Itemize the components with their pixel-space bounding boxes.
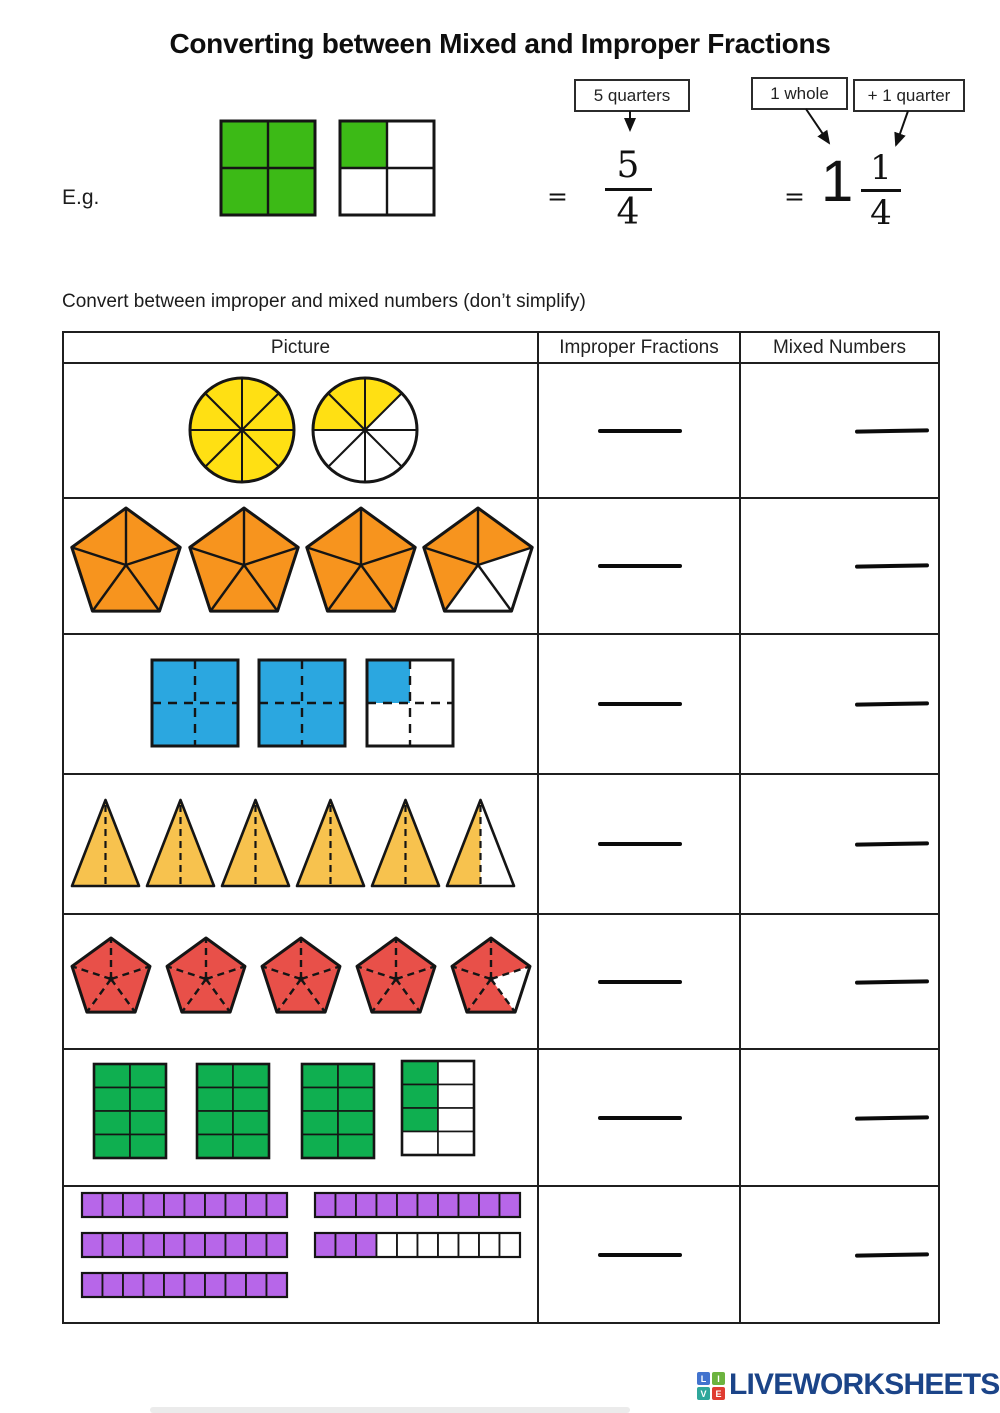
header-improper-fractions: Improper Fractions	[537, 333, 739, 362]
answer-line-mixed[interactable]	[855, 1115, 929, 1120]
header-mixed-numbers: Mixed Numbers	[739, 333, 938, 362]
callout-one-whole-label: 1 whole	[770, 83, 829, 103]
improper-fraction-example	[600, 147, 656, 232]
liveworksheets-logo-icon	[697, 1372, 725, 1400]
fraction-numerator: 1	[870, 148, 892, 188]
improper-fraction-cell	[537, 635, 739, 773]
callout-plus-quarter	[853, 79, 965, 112]
fraction-picture-cell	[64, 364, 537, 497]
equals-sign: =	[547, 182, 568, 211]
logo-letter-l: L	[697, 1372, 710, 1385]
page-edge-artifact	[150, 1407, 630, 1413]
fraction-picture	[64, 1187, 537, 1322]
mixed-number-cell	[739, 1050, 938, 1185]
fraction-picture-cell	[64, 635, 537, 773]
answer-line-improper[interactable]	[598, 702, 682, 706]
logo-letter-e: E	[712, 1387, 725, 1400]
mixed-number-whole: 1	[821, 149, 854, 214]
arrow-down-right-icon	[806, 109, 829, 143]
answer-line-mixed[interactable]	[855, 841, 929, 846]
callout-one-whole	[751, 77, 848, 110]
answer-line-mixed[interactable]	[855, 1252, 929, 1257]
table-header	[64, 333, 938, 362]
answer-line-improper[interactable]	[598, 1253, 682, 1257]
answer-line-improper[interactable]	[598, 429, 682, 433]
liveworksheets-footer	[697, 1368, 1000, 1402]
improper-fraction-cell	[537, 364, 739, 497]
example-fraction-diagram	[218, 118, 438, 220]
fraction-picture	[64, 499, 537, 633]
callout-plus-quarter-label: + 1 quarter	[867, 85, 951, 105]
mixed-number-cell	[739, 364, 938, 497]
table-row	[64, 913, 938, 1048]
mixed-number-cell	[739, 915, 938, 1048]
table-row	[64, 362, 938, 497]
answer-line-improper[interactable]	[598, 842, 682, 846]
header-picture: Picture	[270, 336, 331, 358]
answer-line-mixed[interactable]	[855, 701, 929, 706]
answer-line-improper[interactable]	[598, 564, 682, 568]
fraction-denominator: 4	[616, 192, 640, 233]
fraction-picture	[64, 915, 537, 1048]
answer-line-mixed[interactable]	[855, 979, 929, 984]
fraction-picture-cell	[64, 915, 537, 1048]
logo-letter-i: I	[712, 1372, 725, 1385]
equals-sign: =	[784, 182, 805, 211]
fraction-bar	[861, 189, 901, 192]
answer-line-improper[interactable]	[598, 980, 682, 984]
answer-line-mixed[interactable]	[855, 428, 929, 433]
brand-wordmark: LIVEWORKSHEETS	[729, 1368, 1000, 1401]
table-row	[64, 497, 938, 633]
fraction-picture-cell	[64, 775, 537, 913]
table-row	[64, 1185, 938, 1322]
fraction-picture-cell	[64, 1050, 537, 1185]
table-row	[64, 773, 938, 913]
callout-five-quarters-label: 5 quarters	[593, 85, 671, 105]
table-row	[64, 1048, 938, 1185]
mixed-number-cell	[739, 635, 938, 773]
fraction-denominator: 4	[870, 193, 892, 233]
fraction-bar	[605, 188, 652, 191]
improper-fraction-cell	[537, 1050, 739, 1185]
page-title: Converting between Mixed and Improper Fractions	[169, 28, 831, 59]
instruction-text: Convert between improper and mixed numbers (don’t simplify)	[62, 291, 586, 312]
fraction-picture	[64, 364, 537, 497]
improper-fraction-cell	[537, 915, 739, 1048]
fraction-picture	[64, 635, 537, 773]
answer-line-improper[interactable]	[598, 1116, 682, 1120]
fraction-picture	[64, 775, 537, 913]
arrow-down-left-icon	[896, 111, 908, 145]
fraction-picture-cell	[64, 499, 537, 633]
logo-letter-v: V	[697, 1387, 710, 1400]
mixed-fraction-example	[858, 150, 904, 231]
answer-line-mixed[interactable]	[855, 563, 929, 568]
improper-fraction-cell	[537, 499, 739, 633]
mixed-number-cell	[739, 1187, 938, 1322]
fraction-picture	[64, 1050, 537, 1185]
callout-five-quarters	[574, 79, 690, 112]
example-label: E.g.	[62, 186, 100, 209]
improper-fraction-cell	[537, 1187, 739, 1322]
mixed-number-cell	[739, 775, 938, 913]
table-row	[64, 633, 938, 773]
fractions-table	[62, 331, 940, 1324]
fraction-numerator: 5	[616, 145, 640, 186]
fraction-picture-cell	[64, 1187, 537, 1322]
improper-fraction-cell	[537, 775, 739, 913]
mixed-number-cell	[739, 499, 938, 633]
